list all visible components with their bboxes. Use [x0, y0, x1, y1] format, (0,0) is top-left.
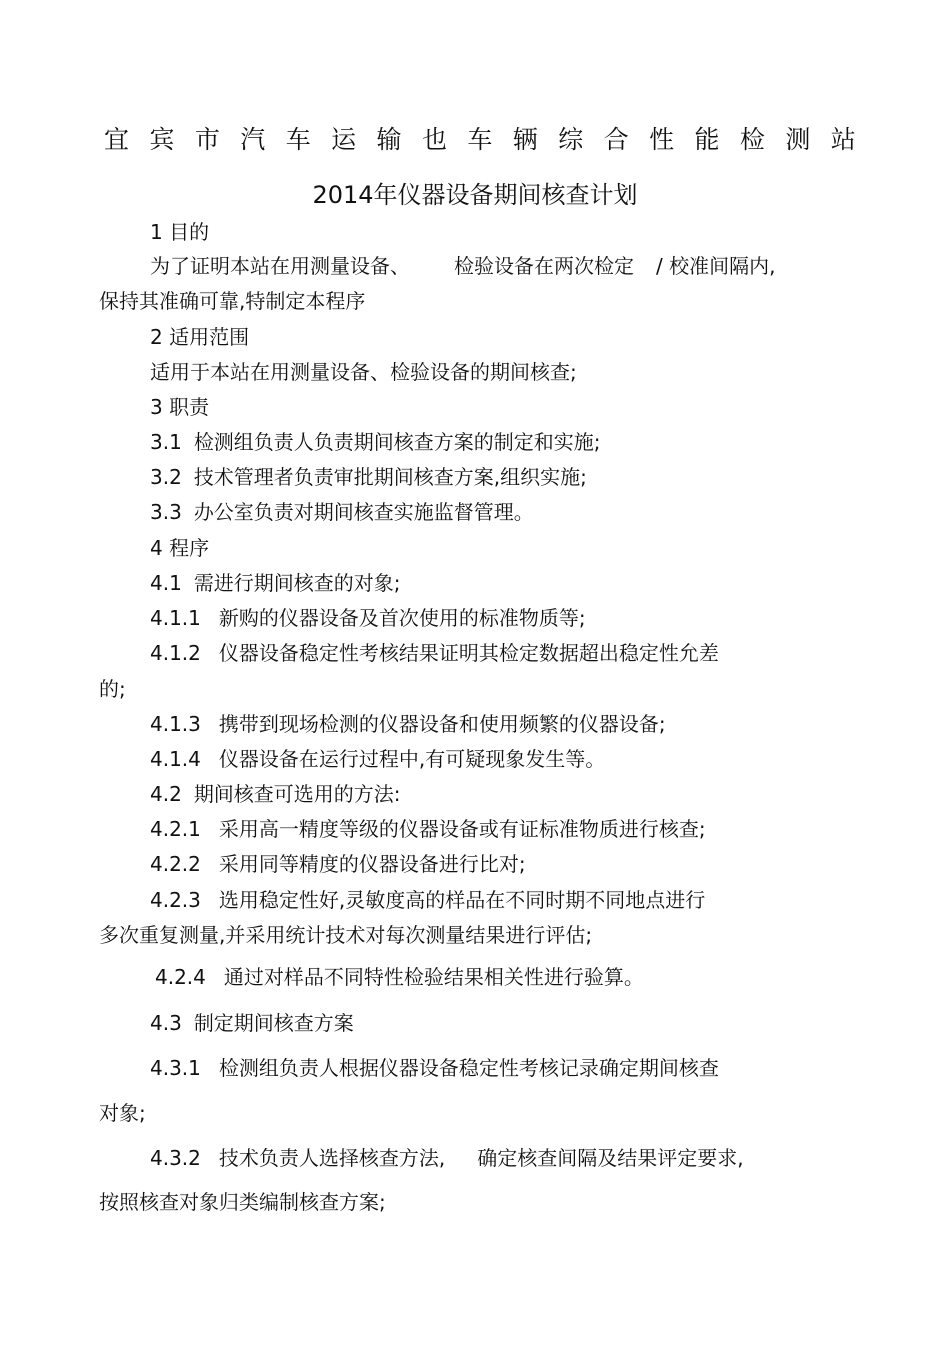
title-char: 测	[785, 125, 811, 154]
paragraph-line: 适用于本站在用测量设备、检验设备的期间核查;	[150, 360, 577, 384]
title-char: 车	[467, 125, 493, 154]
title-char: 站	[830, 125, 856, 154]
title-char: 输	[376, 125, 402, 154]
paragraph-line: 保持其准确可靠,特制定本程序	[99, 289, 366, 313]
title-char: 汽	[240, 125, 266, 154]
list-item: 4.1 需进行期间核查的对象;	[150, 571, 401, 595]
title-char: 辆	[512, 125, 538, 154]
title-char: 检	[739, 125, 765, 154]
paragraph-line: 的;	[99, 677, 126, 701]
list-item: 4.2.4 通过对样品不同特性检验结果相关性进行验算。	[155, 965, 644, 989]
list-item: 4.3 制定期间核查方案	[150, 1011, 354, 1035]
section-heading-procedure: 4 程序	[150, 536, 210, 560]
title-char: 宜	[104, 125, 130, 154]
title-char: 市	[194, 125, 220, 154]
list-item: 4.1.1 新购的仪器设备及首次使用的标准物质等;	[150, 606, 586, 630]
section-heading-responsibility: 3 职责	[150, 395, 210, 419]
list-item: 4.1.2 仪器设备稳定性考核结果证明其检定数据超出稳定性允差	[150, 641, 719, 665]
paragraph-line: 对象;	[99, 1101, 146, 1125]
title-char: 也	[421, 125, 447, 154]
title-char: 运	[331, 125, 357, 154]
title-line-2: 2014年仪器设备期间核查计划	[312, 181, 638, 209]
title-char: 合	[603, 125, 629, 154]
title-char: 能	[694, 125, 720, 154]
title-char: 宾	[149, 125, 175, 154]
section-heading-purpose: 1 目的	[150, 220, 210, 244]
list-item: 3.1 检测组负责人负责期间核查方案的制定和实施;	[150, 430, 601, 454]
list-item: 4.2.2 采用同等精度的仪器设备进行比对;	[150, 852, 526, 876]
paragraph-line: 按照核查对象归类编制核查方案;	[99, 1190, 386, 1214]
paragraph-line: 多次重复测量,并采用统计技术对每次测量结果进行评估;	[99, 923, 593, 947]
list-item: 3.2 技术管理者负责审批期间核查方案,组织实施;	[150, 465, 587, 489]
list-item: 4.2.1 采用高一精度等级的仪器设备或有证标准物质进行核查;	[150, 817, 706, 841]
title-char: 性	[649, 125, 675, 154]
section-heading-scope: 2 适用范围	[150, 325, 250, 349]
list-item: 4.3.1 检测组负责人根据仪器设备稳定性考核记录确定期间核查	[150, 1056, 719, 1080]
paragraph-line: 为了证明本站在用测量设备、 检验设备在两次检定 / 校准间隔内,	[150, 254, 776, 278]
title-line-1	[104, 120, 856, 160]
list-item: 3.3 办公室负责对期间核查实施监督管理。	[150, 500, 534, 524]
list-item: 4.2.3 选用稳定性好,灵敏度高的样品在不同时期不同地点进行	[150, 888, 706, 912]
list-item: 4.1.3 携带到现场检测的仪器设备和使用频繁的仪器设备;	[150, 712, 666, 736]
list-item: 4.2 期间核查可选用的方法:	[150, 782, 401, 806]
title-char: 车	[285, 125, 311, 154]
list-item: 4.3.2 技术负责人选择核查方法, 确定核查间隔及结果评定要求,	[150, 1146, 744, 1170]
list-item: 4.1.4 仪器设备在运行过程中,有可疑现象发生等。	[150, 747, 606, 771]
title-char: 综	[558, 125, 584, 154]
